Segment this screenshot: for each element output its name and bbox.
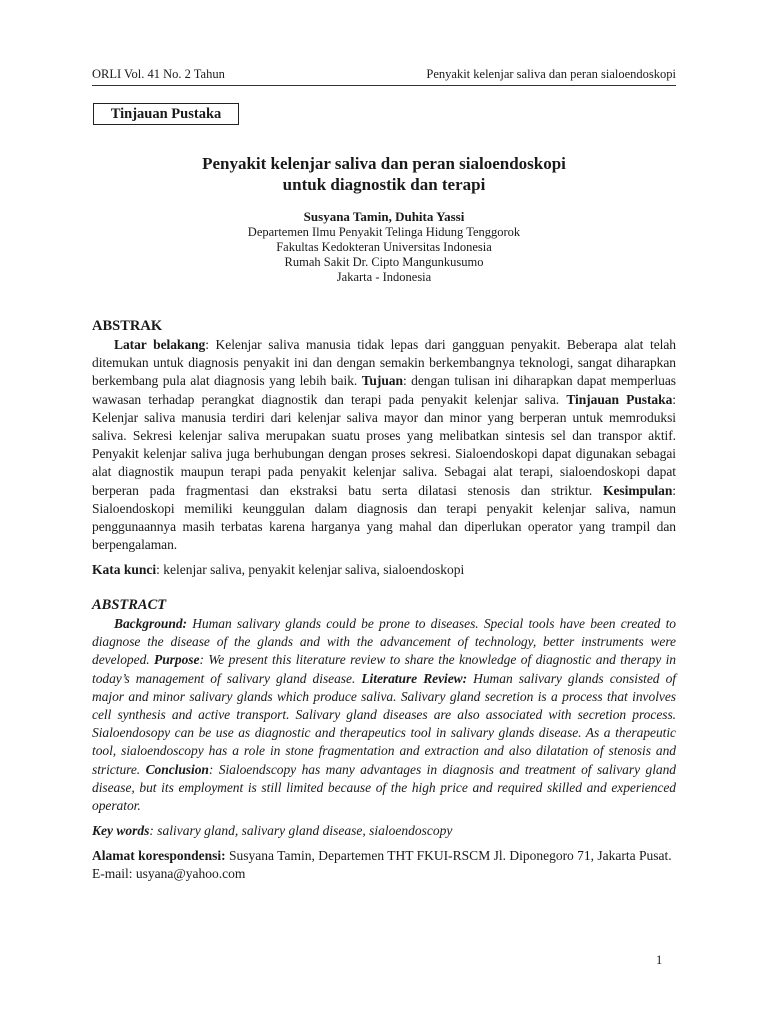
abstrak-review-text: : Kelenjar saliva manusia terdiri dari kelenjar saliva mayor dan minor yang berperan untuk memroduksi saliva. Sekresi kelenjar saliva merupakan suatu proses yang melibatkan sintesis sel dan transpor aktif. Penyakit kelenjar saliva juga berhubungan dengan proses sekresi. Sialoendoskopi dapat digunakan sebagai alat diagnostik maupun terapi pada penyakit kelenjar saliva. Sebagai alat terapi, sialoendoskopi dapat berperan pada fragmentasi dan ekstraksi batu serta dilatasi stenosis dan striktur.: [92, 391, 676, 498]
abstract-background-label: Background:: [114, 616, 187, 631]
abstrak-background-text: : Kelenjar saliva manusia tidak lepas dari gangguan penyakit. Beberapa alat telah ditemukan untuk diagnosis penyakit ini dan dengan semakin berkembangnya teknologi, sangat diharapkan berkembang pula alat diagnosis yang lebih baik.: [92, 337, 676, 389]
title-line-2: untuk diagnostik dan terapi: [282, 175, 486, 194]
authors: Susyana Tamin, Duhita Yassi: [303, 209, 465, 224]
abstract-background-text: Human salivary glands could be prone to diseases. Special tools have been created to diagnose the disease of the glands and with the advancement of technology, better instruments were developed.: [92, 616, 676, 668]
affiliation-hospital: Rumah Sakit Dr. Cipto Mangunkusumo: [284, 255, 484, 269]
abstrak-heading: ABSTRAK: [92, 318, 163, 334]
abstrak-conclusion-text: : Sialoendoskopi memiliki keunggulan dalam diagnosis dan terapi penyakit kelenjar saliva, namun penggunaannya masih terbatas karena harganya yang mahal dan diperlukan operator yang trampil dan berpengalaman.: [92, 482, 676, 553]
journal-citation: ORLI Vol. 41 No. 2 Tahun: [92, 67, 225, 81]
abstrak-review-label: Tinjauan Pustaka: [566, 391, 673, 407]
affiliation-department: Departemen Ilmu Penyakit Telinga Hidung Tenggorok: [247, 225, 521, 239]
abstract-keywords-text: : salivary gland, salivary gland disease, sialoendoscopy: [149, 823, 453, 839]
page-number: 1: [656, 953, 663, 967]
abstract-keywords-label: Key words: [92, 823, 150, 839]
abstrak-section: [92, 317, 676, 579]
abstract-purpose-text: : We present this literature review to share the knowledge of diagnostic and therapy in today’s management of salivary gland disease.: [92, 652, 677, 686]
title-line-1: Penyakit kelenjar saliva dan peran sialoendoskopi: [202, 154, 566, 173]
abstrak-purpose-label: Tujuan: [361, 373, 403, 389]
abstract-review-text: Human salivary glands consisted of major and minor salivary glands which produce saliva. Salivary gland secretion is a process that involves cell synthesis and active transport. Salivary gland diseases are also associated with secretion process. Sialoendosopy can be use as diagnostic and therapeutics tool in salivary glands disease. As a therapeutic tool, sialoendoscopy has a role in stone fragmentation and extraction and also dilatation of stenosis and stricture.: [92, 670, 676, 777]
abstract-heading: ABSTRACT: [92, 597, 167, 613]
paper-title: [92, 153, 676, 195]
section-label-box: Tinjauan Pustaka: [93, 103, 239, 125]
running-title: Penyakit kelenjar saliva dan peran sialoendoskopi: [426, 67, 676, 81]
abstract-review-label: Literature Review:: [361, 670, 468, 686]
abstract-purpose-label: Purpose: [154, 652, 200, 668]
affiliation-city: Jakarta - Indonesia: [336, 270, 432, 284]
abstract-section: [92, 596, 676, 883]
affiliation-faculty: Fakultas Kedokteran Universitas Indonesia: [276, 240, 492, 254]
abstrak-body: [92, 336, 676, 554]
abstrak-conclusion-label: Kesimpulan: [603, 482, 673, 498]
abstract-conclusion-label: Conclusion: [145, 761, 209, 777]
title-block: [92, 153, 676, 285]
correspondence-text: Susyana Tamin, Departemen THT FKUI-RSCM Jl. Diponegoro 71, Jakarta Pusat. E-mail: usyana@yahoo.com: [92, 848, 672, 882]
running-header: [92, 66, 676, 86]
abstract-body: [92, 615, 676, 815]
abstrak-keywords-text: : kelenjar saliva, penyakit kelenjar saliva, sialoendoskopi: [156, 562, 465, 578]
abstract-keywords: [92, 822, 676, 840]
correspondence-address: [92, 847, 676, 883]
abstrak-purpose-text: : dengan tulisan ini diharapkan dapat memperluas wawasan terhadap perangkat diagnostik dan terapi pada penyakit kelenjar saliva.: [92, 373, 676, 407]
abstrak-keywords: [92, 561, 676, 579]
abstrak-background-label: Latar belakang: [114, 337, 206, 352]
abstrak-keywords-label: Kata kunci: [92, 562, 157, 578]
abstract-conclusion-text: : Sialoendscopy has many advantages in diagnosis and treatment of salivary gland disease, but its employment is still limited because of the high price and required skilled and experienced operator.: [92, 761, 676, 814]
correspondence-label: Alamat korespondensi:: [92, 848, 226, 864]
